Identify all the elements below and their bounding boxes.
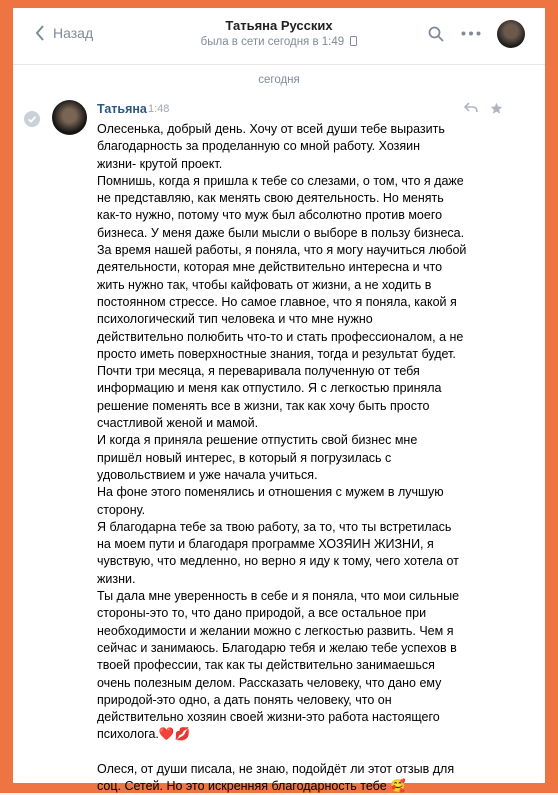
message-line: сейчас и занимаюсь. Благодарю тебя и желаю тебе успехов в	[97, 640, 457, 655]
message-line: бизнеса. У меня даже были мысли о выборе в пользу бизнеса.	[97, 225, 465, 240]
message-line: деятельности, которая мне действительно интересна и что	[97, 260, 443, 275]
frame-accent-right	[545, 262, 558, 265]
message-line: психологический тип человека и что мне нужно	[97, 312, 373, 327]
emoji-smile-hearts: 🥰	[390, 778, 406, 793]
message-line: жизни.	[97, 571, 136, 586]
check-icon	[24, 111, 40, 127]
message-line: решение поменять все в жизни, так как хочу быть просто	[97, 398, 430, 413]
online-status: была в сети сегодня в 1:49	[13, 36, 545, 48]
message-line: действительно хозяин своей жизни-это работа настоящего	[97, 710, 440, 725]
message-line: И когда я приняла решение отпустить свой бизнес мне	[97, 433, 418, 448]
phone-icon	[350, 36, 357, 46]
contact-name: Татьяна Русских	[225, 18, 333, 33]
message-line: жить нужно так, чтобы кайфовать от жизни, а не ходить в	[97, 277, 432, 292]
more-icon[interactable]	[461, 31, 481, 36]
message-line: сторону.	[97, 502, 146, 517]
message-line: психолога.❤️💋	[97, 727, 191, 742]
message-line: Ты дала мне уверенность в себе и я поняла, что мои сильные	[97, 589, 460, 604]
message-line: удовольствием и уже начала учиться.	[97, 467, 318, 482]
chat-header	[13, 8, 545, 65]
message-select-checkbox[interactable]	[24, 111, 40, 127]
message-line: На фоне этого поменялись и отношения с мужем в лучшую	[97, 485, 444, 500]
frame-accent-left	[0, 262, 13, 265]
reply-icon[interactable]	[464, 102, 478, 114]
emoji-heart-kiss: ❤️💋	[158, 727, 191, 742]
message-line: постоянном стрессе. Но самое главное, что я поняла, какой я	[97, 294, 457, 309]
message-line: пришёл новый интерес, в который я погрузилась с	[97, 450, 392, 465]
message-line: как-то нужно, потому что муж был абсолютно против моего	[97, 208, 443, 223]
chat-window	[13, 8, 545, 793]
message-line: необходимости и желании можно с легкостью развить. Чем я	[97, 623, 454, 638]
date-separator: сегодня	[258, 74, 300, 86]
message-line: просто иметь поверхностные знания, тогда и результат будет.	[97, 346, 456, 361]
search-icon[interactable]	[428, 26, 444, 42]
message-author[interactable]: Татьяна	[97, 102, 147, 116]
message-line: Олесенька, добрый день. Хочу от всей души тебе выразить	[97, 122, 445, 136]
message-time[interactable]: 1:48	[148, 103, 170, 115]
message-line: не представляю, как менять свою деятельность. Но менять	[97, 191, 444, 206]
back-label: Назад	[53, 25, 94, 41]
message-line: Помнишь, когда я пришла к тебе со слезами, о том, что я даже	[97, 173, 464, 188]
message-line: стороны-это то, что дано природой, а все остальное при	[97, 606, 427, 621]
message-line: благодарность за проделанную со мной работу. Хозяин	[97, 139, 421, 154]
star-icon[interactable]	[490, 102, 503, 115]
message-line: природой-это одно, а дать понять человеку, что он	[97, 692, 392, 707]
message-line: твоей профессии, так как ты действительно занимаешься	[97, 658, 435, 673]
message-line: чувствую, что медленно, но верно я иду к тому, чего хотела от	[97, 554, 459, 569]
message-line: Я благодарна тебе за твою работу, за то, что ты встретилась	[97, 519, 452, 534]
message-line: действительно полюбить что-то и стать профессионалом, а не	[97, 329, 464, 344]
message-text	[97, 121, 469, 795]
contact-avatar[interactable]	[497, 20, 525, 48]
message-line: очень полезным делом. Рассказать человеку, что дано ему	[97, 675, 442, 690]
message-line: Почти три месяца, я переваривала полученную от тебя	[97, 364, 420, 379]
message-line: информацию и меня как отпустило. Я с легкостью приняла	[97, 381, 442, 396]
message-line: счастливой женой и мамой.	[97, 416, 259, 431]
message-line: жизни- крутой проект.	[97, 156, 223, 171]
message-line: Олеся, от души писала, не знаю, подойдёт ли этот отзыв для	[97, 761, 455, 776]
author-avatar[interactable]	[52, 100, 87, 135]
message-line: на моем пути и благодаря программе ХОЗЯИН ЖИЗНИ, я	[97, 537, 434, 552]
message-line: соц. Сетей. Но это искренняя благодарность тебе 🥰	[97, 778, 406, 793]
message-line: За время нашей работы, я поняла, что я могу научиться любой	[97, 243, 467, 258]
